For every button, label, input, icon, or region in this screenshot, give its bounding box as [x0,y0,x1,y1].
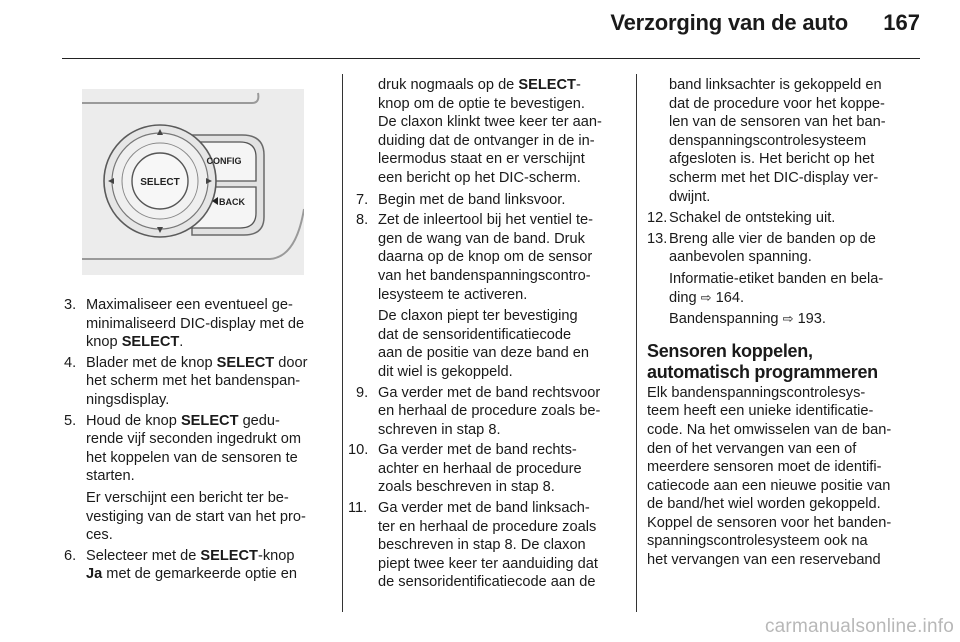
control-panel-image [82,89,304,275]
step-3: 3. Maximaliseer een eventueel ge- minimaliseerd DIC-display met de knop SELECT. [64,297,305,351]
step-4: 4. Blader met de knop SELECT door het scherm met het bandenspan- ningsdisplay. [64,354,308,408]
page-number: 167 [883,10,920,35]
step-11: 11. Ga verder met de band linksach- ter en herhaal de procedure zoals beschreven in stap 8. De claxon piept twee keer ter aanduiding dat de sensoridentificatiecode aan de [348,500,598,591]
header-rule [62,58,920,59]
step-number: 11. [348,500,368,517]
step-6: 6. Selecteer met de SELECT-knop Ja met de gemarkeerde optie en [64,547,297,583]
step-number: 9. [356,384,369,401]
watermark: carmanualsonline.info [764,616,954,637]
step-number: 3. [64,297,77,313]
step-6-continuation: druk nogmaals op de SELECT- knop om de optie te bevestigen. [378,77,585,112]
step-7: 7. Begin met de band linksvoor. [356,191,566,208]
column-divider-1 [342,74,343,612]
step-number: 7. [356,191,369,208]
step-12: 12. Schakel de ontsteking uit. [647,210,836,227]
column-divider-2 [636,74,637,612]
column-3 [647,76,925,570]
step-number: 13. [647,230,668,247]
step-number: 6. [64,547,77,564]
page-reference-link[interactable]: Bandenspanning ⇨ 193. [669,311,826,328]
step-number: 5. [64,412,77,429]
page-ref-arrow-icon: ⇨ [700,289,712,305]
step-5-note: Er verschijnt een bericht ter be- vestiging van de start van het pro- ces. [86,489,306,544]
config-key-label: CONFIG [206,156,242,166]
column-2 [348,76,624,594]
page-reference-link[interactable]: ding ⇨ 164. [669,289,745,306]
step-number: 12. [647,210,668,227]
step-6-note: De claxon klinkt twee keer ter aan- duiding dat de ontvanger in de in- leermodus staat en er verschijnt een bericht op het DIC-scherm. [378,114,602,186]
column-1 [64,296,328,586]
step-number: 8. [356,212,369,229]
page-ref-arrow-icon: ⇨ [782,311,794,327]
step-8-note: De claxon piept ter bevestiging dat de sensoridentificatiecode aan de positie van deze band en dit wiel is gekoppeld. [378,308,589,380]
step-5: 5. Houd de knop SELECT gedu- rende vijf seconden ingedrukt om het koppelen van de sensoren te starten. Er verschijnt een bericht ter be- vestiging van de start van het pro- ces. [64,412,328,545]
step-13: 13. Breng alle vier de banden op de aanbevolen spanning. Informatie-etiket banden en bela- ding ⇨ 164. Bandenspanning ⇨ 193. [647,230,925,329]
select-key-label: SELECT [140,177,180,188]
step-9: 9. Ga verder met de band rechtsvoor en herhaal de procedure zoals be- schreven in stap 8. [356,384,601,438]
step-10: 10. Ga verder met de band rechts- achter en herhaal de procedure zoals beschreven in stap 8. [348,442,582,496]
step-number: 10. [348,442,369,459]
page-title: Verzorging van de auto [610,10,848,35]
section-paragraph: Elk bandenspanningscontrolesys- teem heeft een unieke identificatie- code. Na het omwisselen van de ban- den of het vervangen van een of meerdere sensoren moet de identifi- catiecode aan een nieuwe positie van de band/het wiel worden gekoppeld. Koppel de sensoren voor het banden- spanningscontrolesysteem ook na het vervangen van een reserveband [647,384,892,569]
step-13-note: Informatie-etiket banden en bela- ding ⇨ 164. [669,270,925,307]
step-8: 8. Zet de inleertool bij het ventiel te- gen de wang van de band. Druk daarna op de knop om de sensor van het bandenspanningscontro- lesysteem te activeren. De claxon piept ter bevestiging dat de sensoridentificatiecode aan de positie van deze band en dit wiel is gekoppeld. [356,211,624,381]
step-number: 4. [64,354,77,371]
step-11-continuation: band linksachter is gekoppeld en dat de procedure voor het koppe- len van de sensoren van het ban- denspanningscontrolesysteem afgesloten is. Het bericht op het scherm met het DIC-display ver- dwijnt. [669,77,886,205]
section-heading: Sensoren koppelen, automatisch programmeren [647,340,878,382]
back-key-label: BACK [219,197,245,207]
